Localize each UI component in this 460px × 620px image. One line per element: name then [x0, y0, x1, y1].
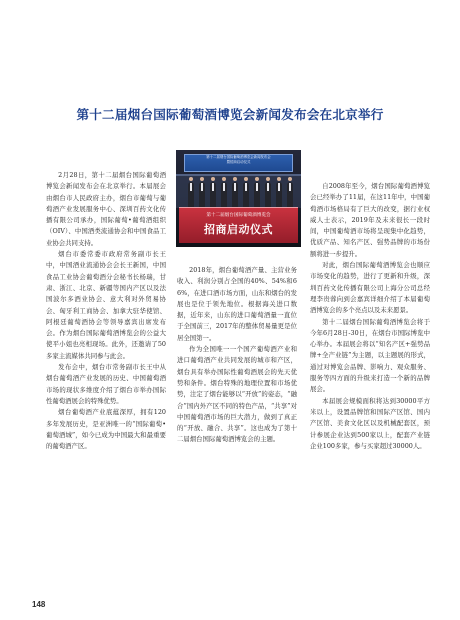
paragraph: 本届展会规模面积将达到30000平方米以上，设置品牌馆和国际产区馆、国内产区馆、美食文化区以及机械配套区，预计参展企业达到500家以上，配套产业链企业100多家，参与买家超过30000人。 [310, 396, 430, 450]
page-number: 148 [32, 600, 46, 609]
column-right [310, 181, 430, 452]
banner-top [184, 154, 293, 172]
banner-main-line2: 招商启动仪式 [204, 223, 273, 236]
paragraph: 2018年，烟台葡萄酒产量、主营业务收入、利润分别占全国的40%、54%和66%，在进口酒市场方面，山东和烟台的发展也是位于领先地位。根据海关进口数据，近年来，山东的进口葡萄酒量一直位于全国前三，2017年的整体贸易量更是位居全国第一。 [177, 266, 297, 342]
paragraph: 烟台葡萄酒产业底蕴深厚，拥有120多年发展历史，是亚洲唯一的“国际葡萄•葡萄酒城”，如今已成为中国最大和最重要的葡萄酒产区。 [46, 408, 166, 451]
paragraph: 对此，烟台国际葡萄酒博览会也顺应市场变化的趋势，进行了更新和升级，深圳百药文化传播有限公司上海分公司总经理李贵蓉向到会嘉宾详细介绍了本届葡萄酒博览会的多个亮点以及未来愿景。 [310, 261, 430, 315]
person-figure [265, 182, 271, 209]
paragraph: 第十二届烟台国际葡萄酒博览会将于今年6月28日-30日，在烟台市国际博览中心举办。本届展会将以“知名产区+强势品牌+全产业链”为主题，以主题展的形式，通过对博览会品牌、影响力、观众服务、服务等四方面的升级来打造一个新的品牌展会。 [310, 317, 430, 394]
person-figure [254, 182, 260, 209]
paragraph: 自2008年至今，烟台国际葡萄酒博览会已经举办了11届，在这11年中，中国葡萄酒市场格局有了巨大的改变，据行业权威人士表示，2019年及未来很长一段时间，中国葡萄酒市场将呈现集中化趋势，优质产品、知名产区、强势品牌的市场份额将进一步提升。 [310, 182, 430, 258]
person-figure [287, 182, 293, 209]
person-figure [199, 182, 205, 209]
banner-main-line1: 第十二届烟台国际葡萄酒博览会 [206, 213, 271, 218]
person-figure [243, 182, 249, 209]
banner-top-line1: 第十二届烟台国际葡萄酒博览会新闻发布会 [206, 155, 271, 159]
person-figure [232, 182, 238, 209]
banner-main [179, 207, 298, 243]
banner-top-line2: 暨招商启动仪式 [226, 159, 251, 164]
person-figure [210, 182, 216, 209]
paragraph: 作为全国唯一一个国产葡萄酒产业和进口葡萄酒产业共同发展的城市和产区，烟台具有举办国际性葡萄酒展会的先天优势和条件。烟台特殊的地理位置和市场优势，注定了烟台能够以“开放”的姿态，“融合”国内外产区不同的特色产品，“共享”对中国葡萄酒市场的巨大潜力，做到了真正的“开放、融合、共享”。这也成为了第十二届烟台国际葡萄酒博览会的主题。 [177, 345, 297, 444]
column-middle [177, 265, 297, 446]
person-figure [276, 182, 282, 209]
event-photo [176, 150, 301, 247]
paragraph: 发布会中，烟台市常务副市长王中从烟台葡萄酒产业发展的历史、中国葡萄酒市场的现状多维度介绍了烟台市举办国际性葡萄酒展会的特殊优势。 [46, 363, 166, 405]
paragraph: 2月28日，第十二届烟台国际葡萄酒博览会新闻发布会在北京举行。本届展会由烟台市人民政府主办，烟台市葡萄与葡萄酒产业发展服务中心、深圳百药文化传播有限公司承办，国际葡萄•葡萄酒组织（OIV）、中国酒类流通协会和中国食品工业协会共同支持。 [46, 171, 166, 247]
column-left [46, 170, 166, 452]
person-figure [188, 182, 194, 209]
article-title: 第十二届烟台国际葡萄酒博览会新闻发布会在北京举行 [76, 107, 384, 122]
paragraph: 烟台市委常委市政府常务副市长王中，中国酒业流通协会会长王新国，中国食品工业协会葡萄酒分会秘书长杨瑞，甘肃、浙江、北京、新疆等国内产区以及法国波尔多酒业协会、意大利对外贸易协会、匈牙利工商协会、加拿大驻华使馆、阿根廷葡萄酒协会等领导嘉宾出席发布会。作为烟台国际葡萄酒博览会的公益大使平小姐也亮相现场。此外，还邀请了50多家主流媒体共同参与此会。 [46, 250, 166, 360]
person-figure [221, 182, 227, 209]
